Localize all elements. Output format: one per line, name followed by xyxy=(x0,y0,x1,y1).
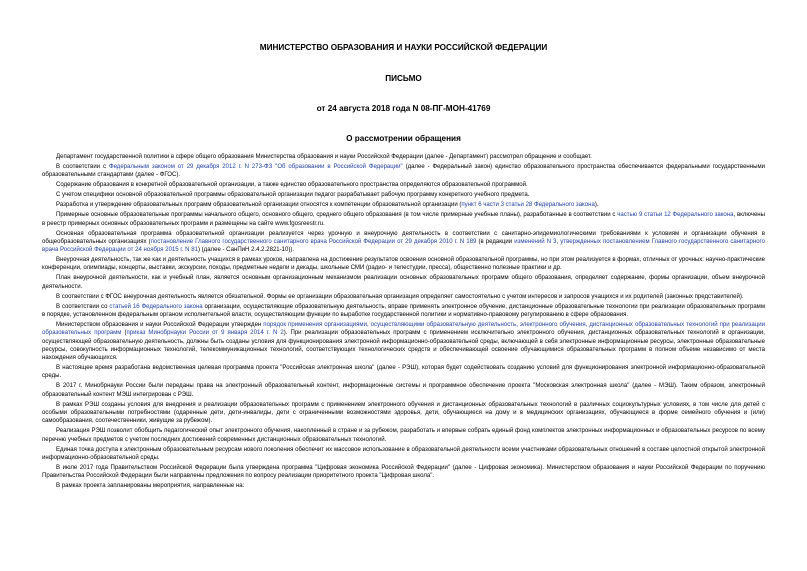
paragraph-text: В настоящее время разработана ведомственная целевая программа проекта "Российская электронная школа" (далее - РЭШ), которая будет содействовать созданию условий для функционирования электронной информационно-образовательной среды. xyxy=(42,365,765,380)
document-link[interactable]: постановление Главного государственного санитарного врача Российской Федерации от 29 декабря 2010 г. N 189 xyxy=(150,238,477,245)
paragraph-text: Содержание образования в конкретной образовательной организации, а также единство образовательного пространства определяются образовательной программой. xyxy=(56,182,528,189)
paragraph xyxy=(42,163,765,180)
document-body xyxy=(42,153,765,490)
paragraph-text: ). При реализации образовательных программ с применением исключительно электронного обучения, дистанционных образовательных технологий в организации, осуществляющей образовательную деятельность, должны быть созданы условия для функционирования электронной информационно-образовательной среды, включающей в себя электронные информационные ресурсы, электронные образовательные ресурсы, совокупность информационных технологий, телекоммуникационных технологий, соответствующих технологических средств и обеспечивающей освоение обучающимися образовательных программ в полном объеме независимо от места нахождения обучающихся. xyxy=(42,330,765,362)
paragraph-text: Разработка и утверждение образовательных программ образовательной организации относятся к компетенции образовательной организации ( xyxy=(56,202,462,209)
paragraph-text: Министерством образования и науки Российской Федерации утвержден xyxy=(56,321,264,328)
paragraph-text: В июле 2017 года Правительством Российской Федерации была утверждена программа "Цифровая экономика Российской Федерации" (далее - Цифровая экономика). Министерством образования и науки Российской Федерации по поручению Правительства Российской Федерации были направлены предложения по вопросу реализации приоритетного проекта "Цифровая школа". xyxy=(42,464,765,480)
paragraph-text: Основная образовательная программа образовательной организации реализуется через урочную и внеурочную деятельность в соответствии с санитарно-эпидемиологическими требованиями к условиям и организации обучения в общеобразовательных организациях ( xyxy=(42,230,765,245)
paragraph-text: План внеурочной деятельности, как и учебный план, является основным организационным механизмом реализации основных образовательных программ общего образования, определяет содержание, формы организации, объем внеурочной деятельности. xyxy=(42,275,765,290)
document-type: ПИСЬМО xyxy=(385,74,422,83)
document-link[interactable]: статьей 16 Федерального закона xyxy=(109,303,203,310)
paragraph-text: ). xyxy=(594,202,599,209)
paragraph xyxy=(42,482,765,490)
document-link[interactable]: изменений N 3, утвержденных постановлением Главного государственного санитарного врача Российской Федерации от 24 ноября 2015 г. N 81 xyxy=(42,238,765,254)
paragraph xyxy=(42,191,765,199)
document-link[interactable]: приказ Минобрнауки России от 9 января 2014 г. N 2 xyxy=(126,330,284,337)
paragraph xyxy=(42,201,765,209)
paragraph-text: В соответствии с xyxy=(56,163,109,170)
document-link[interactable]: Федеральным законом от 29 декабря 2012 г. N 273-ФЗ "Об образовании в Российской Федерации" xyxy=(108,163,403,170)
paragraph xyxy=(42,274,765,291)
paragraph-text: Примерные основные образовательные программы начального общего, основного общего, среднего общего образования (в том числе примерные учебные планы), разработанные в соответствии с xyxy=(56,212,618,219)
paragraph-text: В соответствии со xyxy=(56,303,110,310)
document-subject: О рассмотрении обращения xyxy=(346,134,461,143)
paragraph-text: Реализация РЭШ позволит обобщить педагогический опыт электронного обучения, накопленный в стране и за рубежом, разработать и впервые собрать единый фонд комплектов электронных информационных и образовательных ресурсов по всему перечню учебных предметов с учетом последних достижений современных дистанционных образовательных технологий. xyxy=(42,428,765,443)
paragraph xyxy=(42,364,765,381)
paragraph-text: (далее - Федеральный закон) единство образовательного пространства обеспечивается федеральными государственными образовательными стандартами (далее - ФГОС). xyxy=(42,163,765,179)
paragraph-text: ) (далее - СанПиН 2.4.2.2821-10)). xyxy=(197,247,295,254)
paragraph-text: ( xyxy=(121,330,127,337)
paragraph-text: В рамках РЭШ созданы условия для внедрения и реализации образовательных программ с применением электронного обучения и дистанционных образовательных технологий в различных социокультурных условиях, в том числе для детей с особыми образовательными потребностями (одаренные дети, дети-инвалиды, дети с ограниченными возможностями здоровья, дети, обучающиеся на дому и в медицинских организациях, обучающиеся в форме семейного обучения и (или) самообразования, соотечественники, живущие за рубежом). xyxy=(42,401,765,425)
paragraph xyxy=(42,446,765,463)
paragraph xyxy=(42,382,765,399)
paragraph-text: В рамках проекта запланированы мероприятия, направленные на: xyxy=(56,483,245,490)
document-date-number: от 24 августа 2018 года N 08-ПГ-МОН-41769 xyxy=(316,104,491,113)
document-link[interactable]: пункт 6 части 3 статьи 28 Федерального закона xyxy=(461,202,595,209)
paragraph-text: Единая точка доступа к электронным образовательным ресурсам нового поколения обеспечит их массовое использование в образовательной деятельности всеми участниками образовательных отношений в составе целостной открытой электронной информационно-образовательной среды. xyxy=(42,446,765,461)
paragraph xyxy=(42,153,765,161)
paragraph-text: В 2017 г. Минобрнауки России были переданы права на электронный образовательный контент, информационные системы и программное обеспечение проекта "Московская электронная школа" (далее - МЭШ). Таким образом, электронный образовательный контент МЭШ интегрирован с РЭШ. xyxy=(42,383,765,398)
paragraph xyxy=(42,303,765,320)
paragraph xyxy=(42,181,765,189)
paragraph xyxy=(42,427,765,444)
paragraph-text: Департамент государственной политики в сфере общего образования Министерства образования и науки Российской Федерации (далее - Департамент) рассмотрел обращение и сообщает. xyxy=(56,154,592,160)
paragraph-text: В соответствии с ФГОС внеурочная деятельность является обязательной. Формы ее организации образовательная организация определяет самостоятельно с учетом интересов и запросов учащихся и их родителей (законных представителей). xyxy=(56,293,744,300)
document-link[interactable]: порядок применения организациями, осуществляющими образовательную деятельность, электронного обучения, дистанционных образовательных технологий при реализации образовательных программ xyxy=(42,321,765,337)
paragraph-text: (в редакции xyxy=(476,238,515,245)
ministry-heading: МИНИСТЕРСТВО ОБРАЗОВАНИЯ И НАУКИ РОССИЙСКОЙ ФЕДЕРАЦИИ xyxy=(259,43,548,52)
paragraph-text: Внеурочная деятельность, так же как и деятельность учащихся в рамках уроков, направлена на достижение результатов освоения основной образовательной программы, но при этом реализуется в формах, отличных от урочных: научно-практические конференции, олимпиады, концерты, выставки, экскурсии, походы, предметные недели и декады, школьные СМИ (радио- и телестудии, пресса), общественно полезные практики и др. xyxy=(42,257,765,272)
paragraph xyxy=(42,230,765,255)
paragraph-text: , включены в реестр примерных основных образовательных программ и размещены на сайте www.fgosreestr.ru. xyxy=(42,212,765,227)
paragraph xyxy=(42,256,765,273)
paragraph xyxy=(42,211,765,228)
paragraph xyxy=(42,464,765,481)
document-link[interactable]: частью 9 статьи 12 Федерального закона xyxy=(617,212,734,219)
paragraph-text: С учетом специфики основной образовательной программы образовательной организации педагог разрабатывает рабочую программу конкретного учебного предмета. xyxy=(56,192,530,199)
paragraph xyxy=(42,321,765,362)
paragraph-text: организации, осуществляющие образовательную деятельность, вправе применять электронное обучение, дистанционные образовательные технологии при реализации образовательных программ в порядке, установленном федеральным органом исполнительной власти, осуществляющим функции по выработке государственной политики и нормативно-правовому регулированию в сфере образования. xyxy=(42,303,765,318)
paragraph xyxy=(42,293,765,301)
paragraph xyxy=(42,401,765,426)
